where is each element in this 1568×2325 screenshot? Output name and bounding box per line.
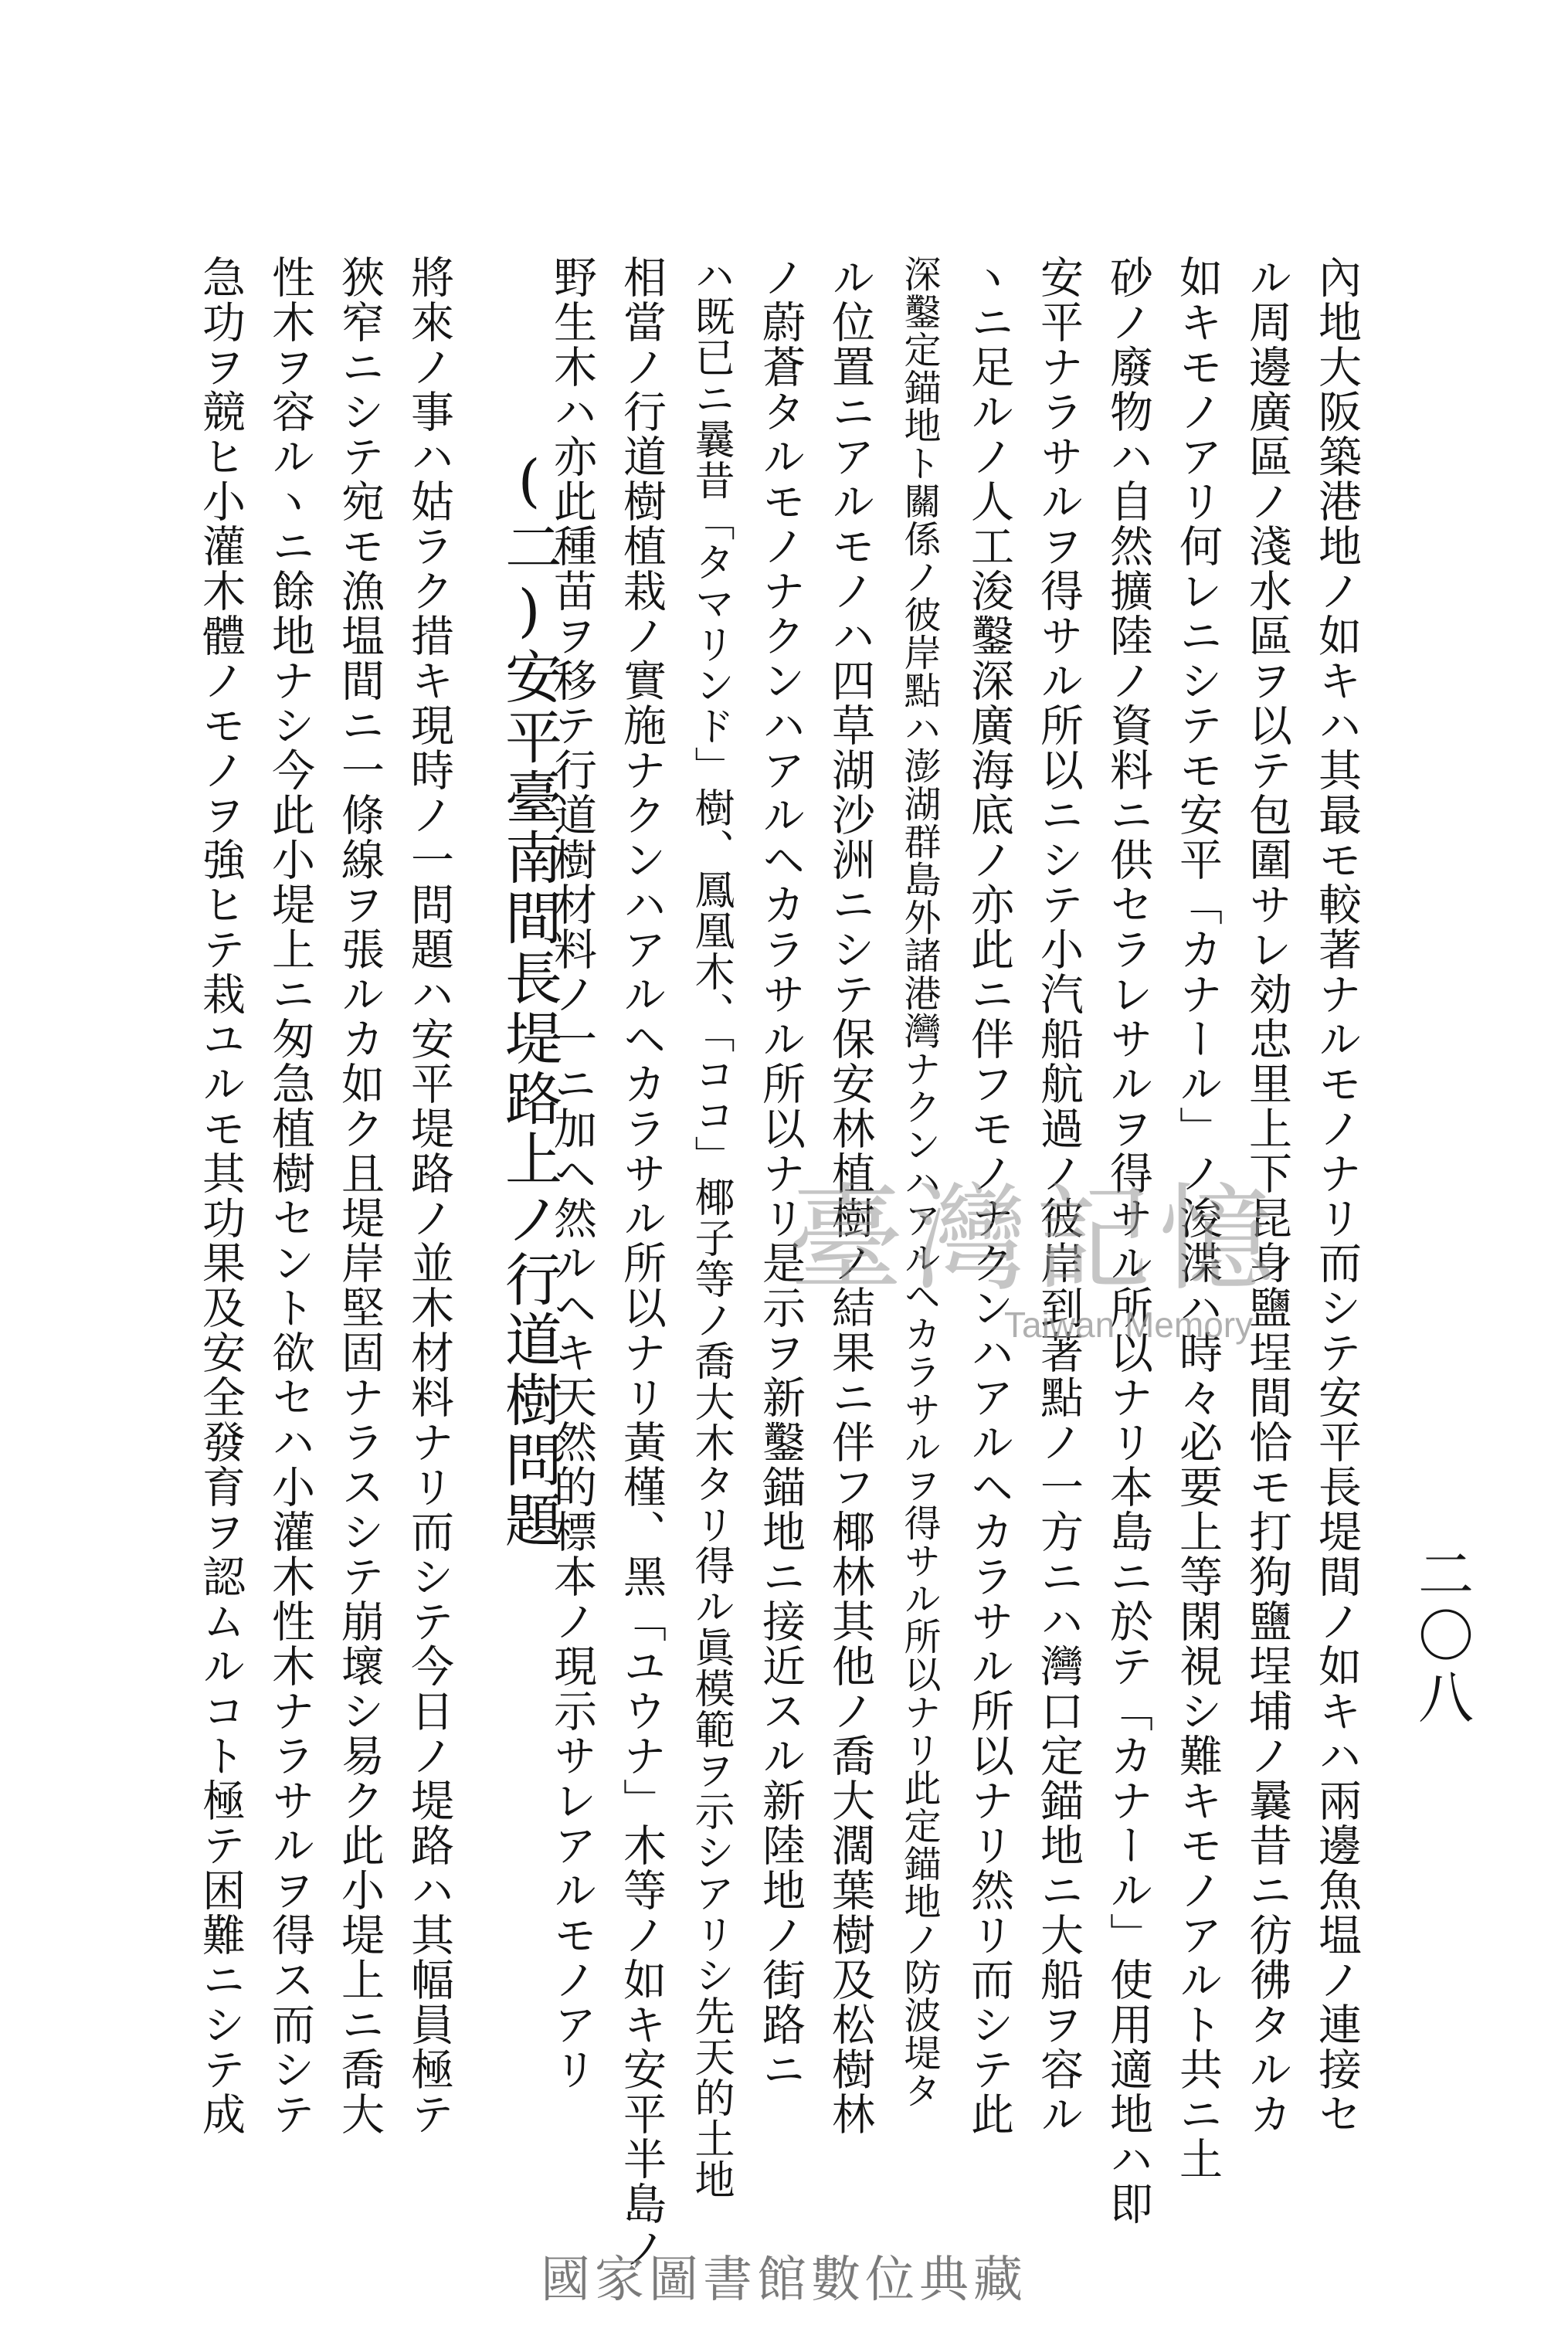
text-column-9: ノ蔚蒼タルモノナクンハアルヘカラサル所以ナリ是示ヲ新鑿錨地ニ接近スル新陸地ノ街路ニ (755, 255, 806, 2092)
footer-archive-label: 國家圖書館數位典藏 (541, 2252, 1027, 2309)
text-column-3: 如キモノアリ何レニシテモ安平「カナール」ノ浚渫ハ時々必要上等閑視シ難キモノアルト共ニ土 (1173, 255, 1223, 2181)
watermark-title: 臺灣記憶 (788, 1173, 1283, 1307)
text-column-16: 急功ヲ競ヒ小灌木體ノモノヲ強ヒテ栽ユルモ其功果及安全發育ヲ認ムルコト極テ困難ニシテ成 (195, 255, 246, 2137)
text-column-8: ル位置ニアルモノハ四草湖沙洲ニシテ保安林植樹ノ結果ニ伴フ椰林其他ノ喬大濶葉樹及松樹林 (825, 255, 875, 2137)
text-column-2: ル周邊廣區ノ淺水區ヲ以テ包圍サレ効忠里上下昆身鹽埕間恰モ打狗鹽埕埔ノ曩昔ニ彷彿タルカ (1242, 255, 1292, 2137)
text-column-1: 內地大阪築港地ノ如キハ其最モ較著ナルモノナリ而シテ安平長堤間ノ如キハ兩邊魚塭ノ連接セ (1312, 255, 1362, 2137)
section-heading: (二)安平臺南間長堤路上ノ行道樹問題 (496, 448, 562, 1551)
text-column-11: 相當ノ行道樹植栽ノ實施ナクンハアルヘカラサル所以ナリ黃槿、黑「ユウナ」木等ノ如キ安平半島ノ (616, 255, 667, 2271)
text-column-7: 深鑿定錨地ト關係ノ彼岸點ハ澎湖群島外諸港灣ナクンハアルヘカラサルヲ得サル所以ナリ此定錨地ノ防波堤タ (898, 255, 941, 2109)
text-column-14: 狹窄ニシテ宛モ漁塭間ニ一條線ヲ張ルカ如ク且堤岸堅固ナラスシテ崩壞シ易ク此小堤上ニ喬大 (334, 255, 385, 2137)
page-number: 二〇八 (1409, 1545, 1474, 1730)
text-column-10: ハ既已ニ曩昔「タマリンド」樹、鳳凰木、「ココ」椰子等ノ喬大木タリ得ル眞模範ヲ示シアリシ先天的土地 (687, 255, 734, 2200)
text-column-15: 性木ヲ容ルヽニ餘地ナシ今此小堤上ニ匆急植樹セント欲セハ小灌木性木ナラサルヲ得ス而シテ (265, 255, 315, 2137)
text-column-6: ヽニ足ルノ人工浚鑿深廣海底ノ亦此ニ伴フモノナクンハアルヘカラサル所以ナリ然リ而シテ此 (964, 255, 1014, 2137)
watermark-subtitle: Taiwan Memory (1004, 1305, 1254, 1345)
text-column-12: 野生木ハ亦此種苗ヲ移テ行道樹材料ノ一ニ加ヘ然ルヘキ天然的標本ノ現示サレアルモノアリ (547, 255, 597, 2092)
text-column-5: 安平ナラサルヲ得サル所以ニシテ小汽船航過ノ彼岸到著點ノ一方ニハ灣口定錨地ニ大船ヲ容ル (1033, 255, 1084, 2137)
text-column-4: 砂ノ廢物ハ自然擴陸ノ資料ニ供セラレサルヲ得サル所以ナリ本島ニ於テ「カナール」使用適地ハ即 (1103, 255, 1153, 2226)
text-column-13: 將來ノ事ハ姑ラク措キ現時ノ一問題ハ安平堤路ノ並木材料ナリ而シテ今日ノ堤路ハ其幅員極テ (404, 255, 454, 2137)
